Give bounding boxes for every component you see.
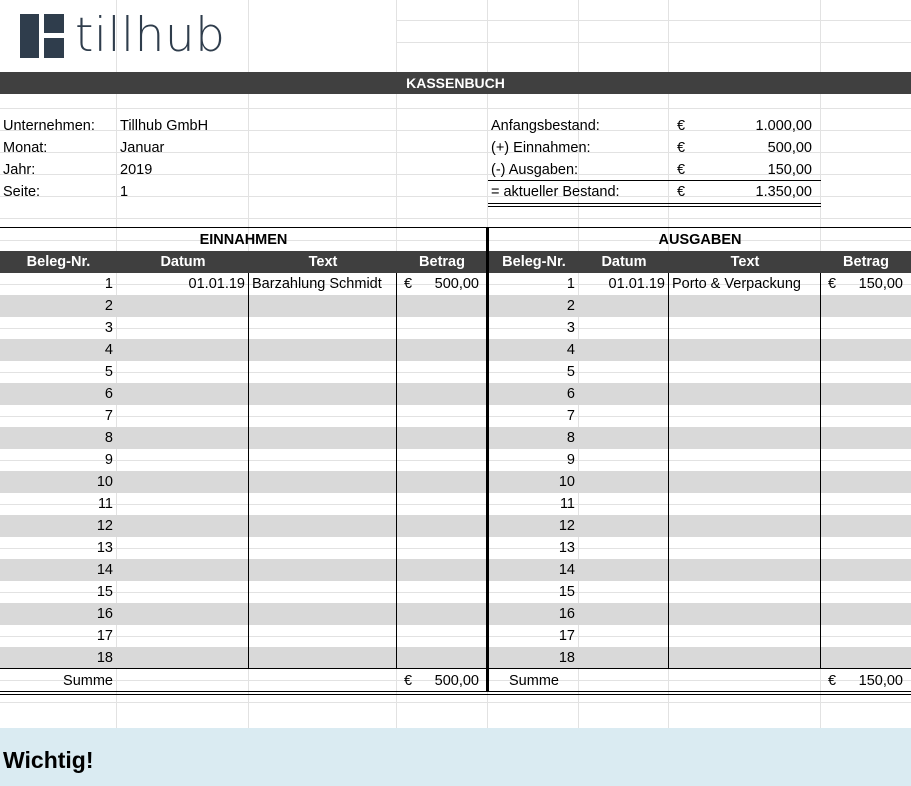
income-receipt-no: 6: [104, 386, 113, 402]
income-amount-cell[interactable]: [420, 625, 479, 647]
income-receipt-no: 7: [104, 408, 113, 424]
income-currency-cell: €: [404, 276, 413, 292]
grid-row-line: [396, 20, 911, 21]
income-amount-cell[interactable]: [420, 515, 479, 537]
expense-date-cell[interactable]: [579, 537, 665, 559]
expense-date-cell[interactable]: [579, 317, 665, 339]
month-label: Monat:: [3, 140, 48, 156]
expense-receipt-no: 5: [566, 364, 575, 380]
expense-amount-cell[interactable]: [844, 537, 903, 559]
expense-col-amount: Betrag: [821, 251, 911, 273]
expense-text-cell[interactable]: [672, 647, 818, 669]
income-receipt-no: 15: [96, 584, 113, 600]
page-title: KASSENBUCH: [0, 72, 911, 94]
expense-receipt-no: 9: [566, 452, 575, 468]
income-sum-currency: €: [404, 673, 413, 689]
expense-amount-cell[interactable]: [844, 625, 903, 647]
income-text-cell[interactable]: Barzahlung Schmidt: [252, 276, 382, 292]
income-text-cell[interactable]: [252, 581, 396, 603]
income-amount-cell[interactable]: 500,00: [434, 276, 479, 292]
expense-text-cell[interactable]: [672, 383, 818, 405]
income-text-cell[interactable]: [252, 647, 396, 669]
income-amount-cell[interactable]: [420, 471, 479, 493]
expense-receipt-no: 4: [566, 342, 575, 358]
page-label: Seite:: [3, 184, 41, 200]
expense-amount-cell[interactable]: [844, 427, 903, 449]
expense-text-cell[interactable]: [672, 449, 818, 471]
expense-amount-cell[interactable]: [844, 361, 903, 383]
expense-amount-cell[interactable]: [844, 493, 903, 515]
important-note: [0, 728, 911, 786]
income-receipt-no: 17: [96, 628, 113, 644]
income-date-cell[interactable]: [117, 515, 245, 537]
income-text-cell[interactable]: [252, 405, 396, 427]
income-amount-cell[interactable]: [420, 427, 479, 449]
summary-double-rule-1: [488, 203, 821, 204]
income-amount-cell[interactable]: [420, 647, 479, 669]
important-title: Wichtig!: [3, 747, 94, 773]
expense-text-cell[interactable]: [672, 537, 818, 559]
income-receipt-no: 11: [97, 496, 113, 512]
expense-receipt-no: 3: [566, 320, 575, 336]
income-date-cell[interactable]: [117, 537, 245, 559]
income-receipt-no: 9: [104, 452, 113, 468]
income-text-cell[interactable]: [252, 427, 396, 449]
table-top-rule: [0, 227, 911, 228]
expense-amount-cell[interactable]: [844, 581, 903, 603]
income-amount-cell[interactable]: [420, 581, 479, 603]
expense-sum-value[interactable]: 150,00: [858, 673, 903, 689]
expense-amount-cell[interactable]: [844, 471, 903, 493]
expense-amount-cell[interactable]: [844, 515, 903, 537]
expense-sum-currency: €: [828, 673, 837, 689]
sum-double-rule-2: [0, 694, 911, 695]
expense-text-cell[interactable]: [672, 493, 818, 515]
income-amount-cell[interactable]: [420, 317, 479, 339]
expense-date-cell[interactable]: [579, 515, 665, 537]
expense-header: AUSGABEN: [658, 232, 742, 248]
expense-amount-cell[interactable]: 150,00: [858, 276, 903, 292]
expense-text-cell[interactable]: [672, 405, 818, 427]
income-amount-cell[interactable]: [420, 537, 479, 559]
expense-text-cell[interactable]: [672, 603, 818, 625]
income-col-amount: Betrag: [397, 251, 487, 273]
income-header: EINNAHMEN: [199, 232, 288, 248]
expense-amount-cell[interactable]: [844, 603, 903, 625]
income-date-cell[interactable]: [117, 559, 245, 581]
income-text-cell[interactable]: [252, 383, 396, 405]
income-text-cell[interactable]: [252, 625, 396, 647]
income-receipt-no: 1: [104, 276, 113, 292]
income-date-cell[interactable]: [117, 625, 245, 647]
expense-date-cell[interactable]: [579, 625, 665, 647]
income-text-cell[interactable]: [252, 515, 396, 537]
expense-date-cell[interactable]: [579, 449, 665, 471]
income-currency: €: [677, 140, 686, 156]
income-sum-label: Summe: [63, 673, 113, 689]
expense-text-cell[interactable]: [672, 295, 818, 317]
expense-date-cell[interactable]: [579, 383, 665, 405]
income-receipt-no: 12: [96, 518, 113, 534]
income-text-cell[interactable]: [252, 361, 396, 383]
income-amount-cell[interactable]: [420, 339, 479, 361]
income-receipt-no: 14: [96, 562, 113, 578]
tillhub-logo-icon: [20, 14, 64, 58]
expense-date-cell[interactable]: [579, 493, 665, 515]
expense-receipt-no: 8: [566, 430, 575, 446]
expense-text-cell[interactable]: [672, 515, 818, 537]
company-label: Unternehmen:: [3, 118, 95, 134]
expense-value[interactable]: 150,00: [767, 162, 812, 178]
expense-text-cell[interactable]: [672, 339, 818, 361]
company-value[interactable]: Tillhub GmbH: [120, 118, 209, 134]
income-date-cell[interactable]: [117, 339, 245, 361]
income-date-cell[interactable]: [117, 317, 245, 339]
income-receipt-no: 4: [104, 342, 113, 358]
income-date-cell[interactable]: [117, 493, 245, 515]
brand-name: tillhub: [75, 8, 226, 63]
expense-receipt-no: 2: [566, 298, 575, 314]
income-amount-cell[interactable]: [420, 603, 479, 625]
income-value[interactable]: 500,00: [767, 140, 812, 156]
sum-double-rule-1: [0, 691, 911, 692]
income-date-cell[interactable]: [117, 449, 245, 471]
expense-receipt-no: 6: [566, 386, 575, 402]
income-date-cell[interactable]: [117, 471, 245, 493]
income-amount-cell[interactable]: [420, 295, 479, 317]
expense-receipt-no: 1: [566, 276, 575, 292]
income-receipt-no: 5: [104, 364, 113, 380]
expense-receipt-no: 13: [558, 540, 575, 556]
expense-amount-cell[interactable]: [844, 295, 903, 317]
expense-receipt-no: 11: [559, 496, 575, 512]
expense-date-cell[interactable]: [579, 603, 665, 625]
expense-amount-cell[interactable]: [844, 339, 903, 361]
income-amount-separator: [396, 273, 397, 668]
income-amount-cell[interactable]: [420, 361, 479, 383]
expense-date-cell[interactable]: [579, 581, 665, 603]
income-text-separator: [248, 273, 249, 668]
income-amount-cell[interactable]: [420, 449, 479, 471]
income-receipt-no: 10: [96, 474, 113, 490]
expense-date-cell[interactable]: [579, 405, 665, 427]
expense-receipt-no: 16: [558, 606, 575, 622]
income-amount-cell[interactable]: [420, 559, 479, 581]
income-date-cell[interactable]: [117, 361, 245, 383]
expense-label: (-) Ausgaben:: [491, 162, 579, 178]
income-col-no: Beleg-Nr.: [0, 251, 117, 273]
income-text-cell[interactable]: [252, 559, 396, 581]
income-col-date: Datum: [117, 251, 249, 273]
expense-text-cell[interactable]: [672, 317, 818, 339]
expense-date-cell[interactable]: [579, 339, 665, 361]
income-sum-value[interactable]: 500,00: [434, 673, 479, 689]
expense-date-cell[interactable]: [579, 427, 665, 449]
expense-text-cell[interactable]: [672, 581, 818, 603]
income-date-cell[interactable]: [117, 647, 245, 669]
expense-col-date: Datum: [579, 251, 669, 273]
expense-amount-cell[interactable]: [844, 647, 903, 669]
page-value[interactable]: 1: [120, 184, 129, 200]
income-receipt-no: 13: [96, 540, 113, 556]
expense-text-cell[interactable]: Porto & Verpackung: [672, 276, 801, 292]
income-text-cell[interactable]: [252, 537, 396, 559]
income-receipt-no: 2: [104, 298, 113, 314]
opening-currency: €: [677, 118, 686, 134]
expense-date-cell[interactable]: [579, 361, 665, 383]
income-text-cell[interactable]: [252, 603, 396, 625]
expense-text-cell[interactable]: [672, 559, 818, 581]
expense-amount-cell[interactable]: [844, 559, 903, 581]
grid-row-line: [0, 702, 911, 703]
expense-date-cell[interactable]: [579, 559, 665, 581]
income-label: (+) Einnahmen:: [491, 140, 591, 156]
income-text-cell[interactable]: [252, 493, 396, 515]
income-text-cell[interactable]: [252, 449, 396, 471]
opening-label: Anfangsbestand:: [491, 118, 600, 134]
expense-amount-cell[interactable]: [844, 383, 903, 405]
income-receipt-no: 3: [104, 320, 113, 336]
expense-sum-label: Summe: [509, 673, 559, 689]
expense-text-separator: [668, 273, 669, 668]
income-text-cell[interactable]: [252, 317, 396, 339]
current-currency: €: [677, 184, 686, 200]
income-receipt-no: 18: [96, 650, 113, 666]
expense-amount-separator: [820, 273, 821, 668]
tillhub-logo: [20, 8, 226, 63]
income-text-cell[interactable]: [252, 295, 396, 317]
grid-row-line: [396, 42, 911, 43]
income-date-cell[interactable]: 01.01.19: [188, 276, 245, 292]
income-date-cell[interactable]: [117, 405, 245, 427]
current-label: = aktueller Bestand:: [491, 184, 620, 200]
income-amount-cell[interactable]: [420, 383, 479, 405]
expense-text-cell[interactable]: [672, 471, 818, 493]
expense-receipt-no: 15: [558, 584, 575, 600]
sum-top-rule: [0, 668, 911, 669]
summary-double-rule-2: [488, 206, 821, 207]
center-divider: [486, 227, 489, 692]
expense-amount-cell[interactable]: [844, 405, 903, 427]
expense-receipt-no: 14: [558, 562, 575, 578]
expense-currency-cell: €: [828, 276, 837, 292]
income-date-cell[interactable]: [117, 427, 245, 449]
expense-text-cell[interactable]: [672, 361, 818, 383]
income-amount-cell[interactable]: [420, 493, 479, 515]
expense-text-cell[interactable]: [672, 427, 818, 449]
expense-receipt-no: 10: [558, 474, 575, 490]
expense-col-no: Beleg-Nr.: [489, 251, 579, 273]
month-value[interactable]: Januar: [120, 140, 165, 156]
expense-amount-cell[interactable]: [844, 317, 903, 339]
grid-row-line: [0, 108, 911, 109]
income-receipt-no: 16: [96, 606, 113, 622]
expense-receipt-no: 7: [566, 408, 575, 424]
expense-receipt-no: 18: [558, 650, 575, 666]
expense-date-cell[interactable]: 01.01.19: [608, 276, 665, 292]
year-value[interactable]: 2019: [120, 162, 153, 178]
expense-amount-cell[interactable]: [844, 449, 903, 471]
income-amount-cell[interactable]: [420, 405, 479, 427]
expense-text-cell[interactable]: [672, 625, 818, 647]
income-date-cell[interactable]: [117, 383, 245, 405]
expense-receipt-no: 17: [558, 628, 575, 644]
income-receipt-no: 8: [104, 430, 113, 446]
income-date-cell[interactable]: [117, 603, 245, 625]
income-date-cell[interactable]: [117, 581, 245, 603]
income-date-cell[interactable]: [117, 295, 245, 317]
opening-value[interactable]: 1.000,00: [755, 118, 812, 134]
year-label: Jahr:: [3, 162, 36, 178]
grid-row-line: [0, 218, 911, 219]
income-col-text: Text: [249, 251, 397, 273]
income-text-cell[interactable]: [252, 339, 396, 361]
current-value[interactable]: 1.350,00: [755, 184, 812, 200]
expense-date-cell[interactable]: [579, 295, 665, 317]
expense-col-text: Text: [669, 251, 821, 273]
expense-receipt-no: 12: [558, 518, 575, 534]
expense-date-cell[interactable]: [579, 471, 665, 493]
income-text-cell[interactable]: [252, 471, 396, 493]
expense-currency: €: [677, 162, 686, 178]
expense-date-cell[interactable]: [579, 647, 665, 669]
